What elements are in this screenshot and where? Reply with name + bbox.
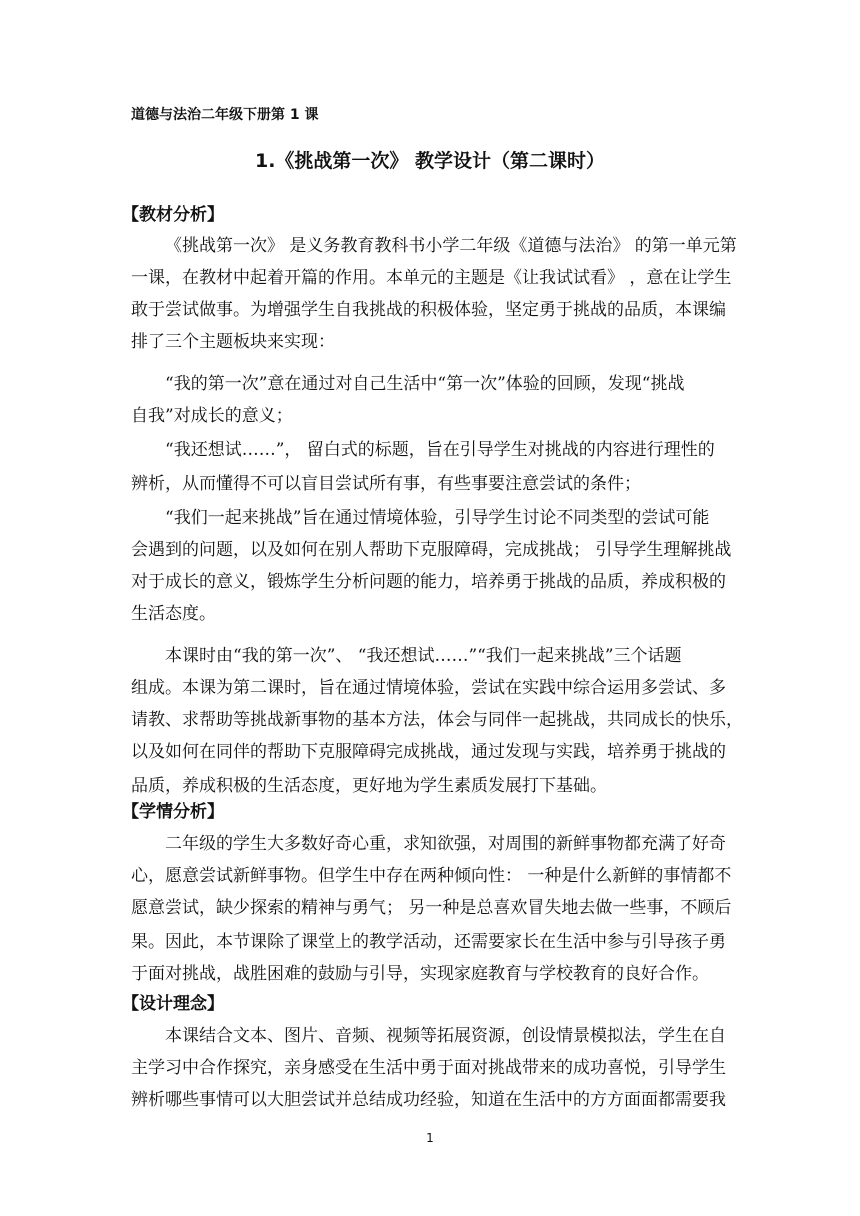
section-heading-student: 【学情分析】 [122,802,224,822]
material-p4-line: 会遇到的问题，以及如何在别人帮助下克服障碍，完成挑战； 引导学生理解挑战 [131,540,732,560]
material-p4-line: 对于成长的意义，锻炼学生分析问题的能力，培养勇于挑战的品质，养成积极的 [131,572,726,592]
material-p4-line: 生活态度。 [131,604,216,624]
material-p5-line: 本课时由“我的第一次”、 “我还想试……”“我们一起来挑战”三个话题 [165,646,682,666]
document-title: 1.《挑战第一次》 教学设计（第二课时） [254,150,606,172]
material-p1-line: 排了三个主题板块来实现： [131,332,335,352]
course-header: 道德与法治二年级下册第 1 课 [131,107,319,123]
design-p1-line: 辨析哪些事情可以大胆尝试并总结成功经验，知道在生活中的方方面面都需要我 [131,1090,726,1110]
material-p3-line: “我还想试……”， 留白式的标题，旨在引导学生对挑战的内容进行理性的 [165,440,715,460]
page-number: 1 [426,1131,434,1145]
material-p5-line: 品质，养成积极的生活态度，更好地为学生素质发展打下基础。 [131,776,607,796]
material-p2-line: 自我”对成长的意义； [131,406,293,426]
section-heading-material: 【教材分析】 [122,205,224,225]
material-p5-line: 组成。本课为第二课时，旨在通过情境体验，尝试在实践中综合运用多尝试、多 [131,678,726,698]
student-p1-line: 心，愿意尝试新鲜事物。但学生中存在两种倾向性： 一种是什么新鲜的事情都不 [131,866,732,886]
student-p1-line: 于面对挑战，战胜困难的鼓励与引导，实现家庭教育与学校教育的良好合作。 [131,964,709,984]
design-p1-line: 本课结合文本、图片、音频、视频等拓展资源，创设情景模拟法，学生在自 [165,1026,726,1046]
material-p1-line: 敢于尝试做事。为增强学生自我挑战的积极体验，坚定勇于挑战的品质，本课编 [131,300,726,320]
material-p5-line: 以及如何在同伴的帮助下克服障碍完成挑战，通过发现与实践，培养勇于挑战的 [131,742,726,762]
material-p1-line: 《挑战第一次》 是义务教育教科书小学二年级《道德与法治》 的第一单元第 [165,236,737,256]
material-p2-line: “我的第一次”意在通过对自己生活中“第一次”体验的回顾，发现“挑战 [165,374,685,394]
section-heading-design: 【设计理念】 [122,994,224,1014]
design-p1-line: 主学习中合作探究，亲身感受在生活中勇于面对挑战带来的成功喜悦，引导学生 [131,1058,726,1078]
material-p4-line: “我们一起来挑战”旨在通过情境体验，引导学生讨论不同类型的尝试可能 [165,508,710,528]
material-p3-line: 辨析，从而懂得不可以盲目尝试所有事，有些事要注意尝试的条件； [131,474,641,494]
student-p1-line: 愿意尝试，缺少探索的精神与勇气； 另一种是总喜欢冒失地去做一些事，不顾后 [131,898,732,918]
student-p1-line: 二年级的学生大多数好奇心重，求知欲强，对周围的新鲜事物都充满了好奇 [165,834,726,854]
material-p5-line: 请教、求帮助等挑战新事物的基本方法，体会与同伴一起挑战，共同成长的快乐， [131,710,743,730]
material-p1-line: 一课，在教材中起着开篇的作用。本单元的主题是《让我试试看》 ，意在让学生 [131,268,732,288]
student-p1-line: 果。因此，本节课除了课堂上的教学活动，还需要家长在生活中参与引导孩子勇 [131,932,726,952]
